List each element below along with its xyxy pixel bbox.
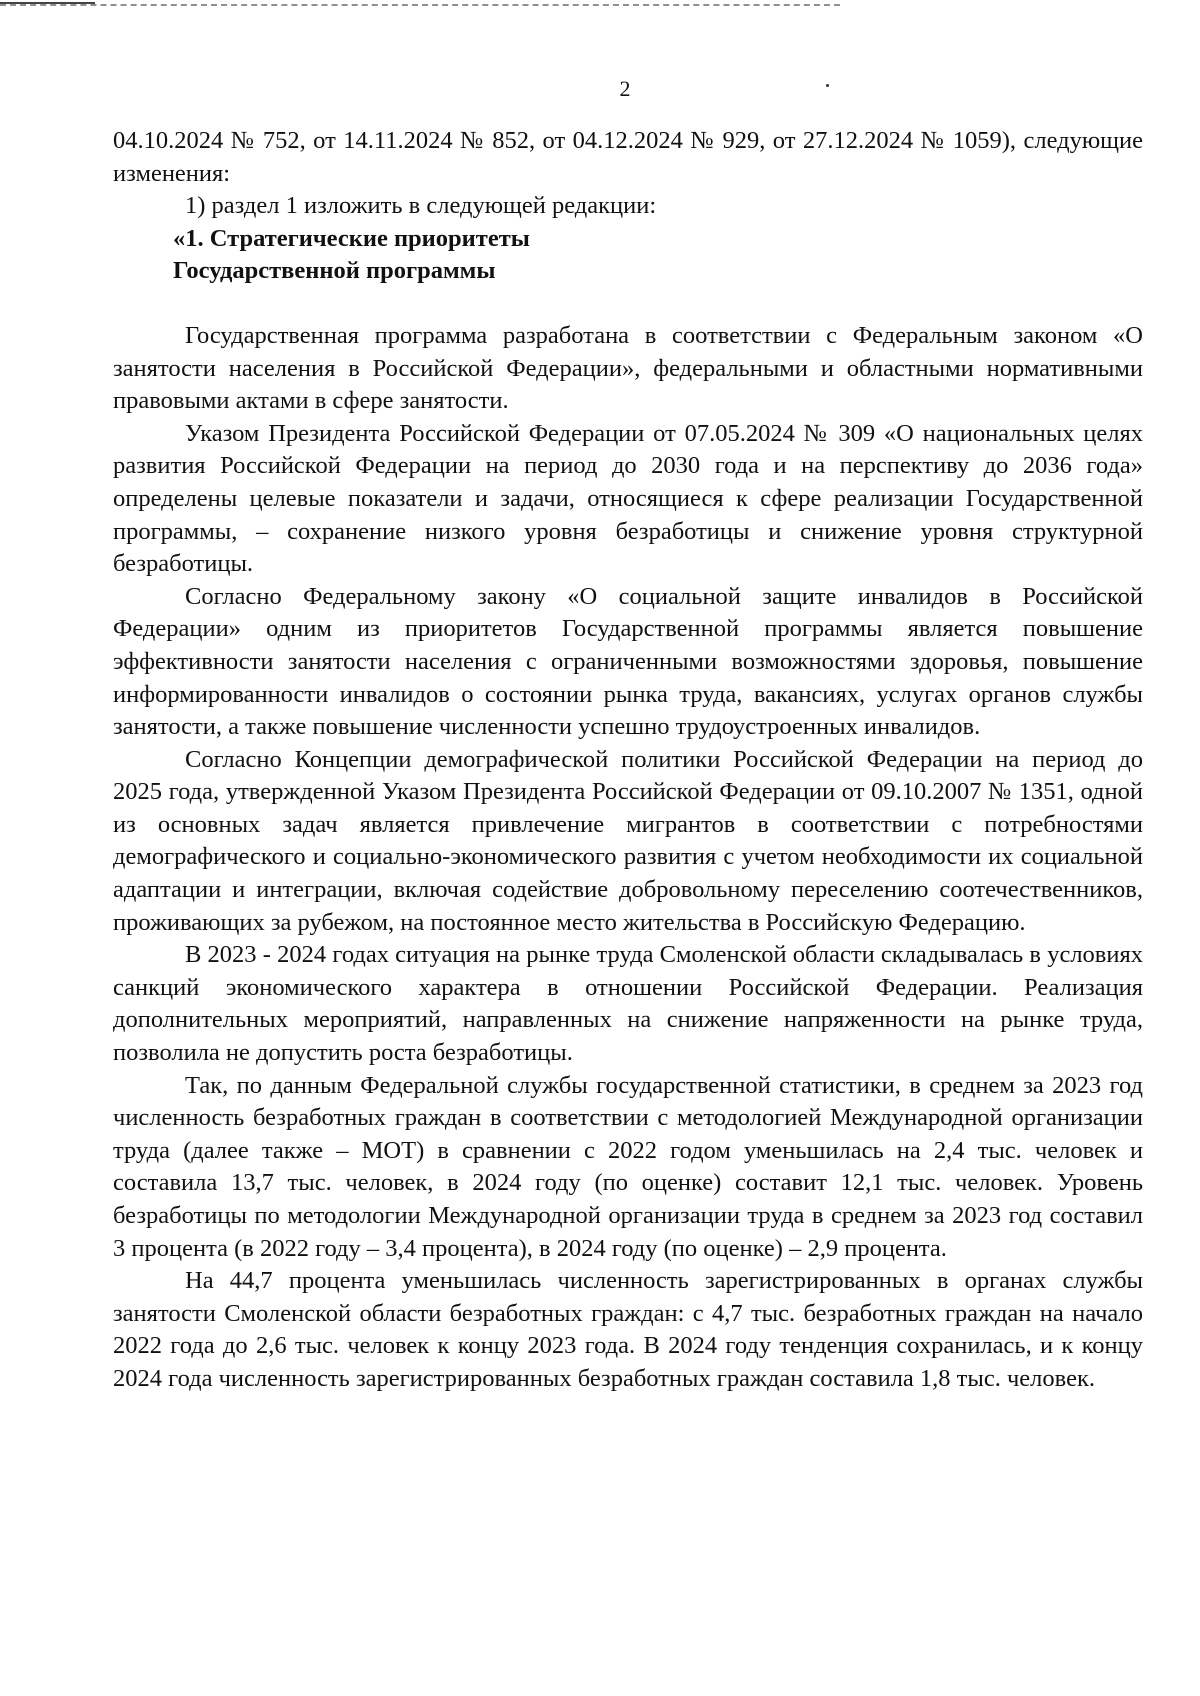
page-number: 2: [619, 76, 631, 101]
body-paragraph: Согласно Концепции демографической политики Российской Федерации на период до 2025 года, утвержденной Указом Президента Российской Федерации от 09.10.2007 № 1351, одной из основных задач является привлечение мигрантов в соответствии с потребностями демографического и социально-экономического развития с учетом необходимости их социальной адаптации и интеграции, включая содействие добровольному переселению соотечественников, проживающих за рубежом, на постоянное место жительства в Российскую Федерацию.: [113, 745, 1143, 936]
body-paragraph: Согласно Федеральному закону «О социальной защите инвалидов в Российской Федерации» одним из приоритетов Государственной программы является повышение эффективности занятости населения с ограниченными возможностями здоровья, повышение информированности инвалидов о состоянии рынка труда, вакансиях, услугах органов службы занятости, а также повышение численности успешно трудоустроенных инвалидов.: [113, 582, 1143, 741]
amendment-item-1: 1) раздел 1 изложить в следующей редакции:: [185, 192, 657, 220]
body-paragraph: Так, по данным Федеральной службы государственной статистики, в среднем за 2023 год численность безработных граждан в соответствии с методологией Международной организации труда (далее также – МОТ) в сравнении с 2022 годом уменьшилась на 2,4 тыс. человек и составила 13,7 тыс. человек, в 2024 году (по оценке) составит 12,1 тыс. человек. Уровень безработицы по методологии Международной организации труда в среднем за 2023 год составил 3 процента (в 2022 году – 3,4 процента), в 2024 году (по оценке) – 2,9 процента.: [113, 1071, 1143, 1262]
section-heading-line-1: «1. Стратегические приоритеты: [173, 224, 530, 252]
scan-edge-dashes: [0, 4, 840, 6]
document-body: [113, 125, 1143, 1396]
continuation-paragraph: 04.10.2024 № 752, от 14.11.2024 № 852, от 04.12.2024 № 929, от 27.12.2024 № 1059), следующие изменения:: [113, 127, 1143, 187]
body-paragraph: На 44,7 процента уменьшилась численность зарегистрированных в органах службы занятости Смоленской области безработных граждан: с 4,7 тыс. безработных граждан на начало 2022 года до 2,6 тыс. человек к концу 2023 года. В 2024 году тенденция сохранилась, и к концу 2024 года численность зарегистрированных безработных граждан составила 1,8 тыс. человек.: [113, 1267, 1143, 1392]
body-paragraph: Государственная программа разработана в соответствии с Федеральным законом «О занятости населения в Российской Федерации», федеральными и областными нормативными правовыми актами в сфере занятости.: [113, 321, 1143, 415]
body-paragraph: Указом Президента Российской Федерации от 07.05.2024 № 309 «О национальных целях развития Российской Федерации на период до 2030 года и на перспективу до 2036 года» определены целевые показатели и задачи, относящиеся к сфере реализации Государственной программы, – сохранение низкого уровня безработицы и снижение уровня структурной безработицы.: [113, 419, 1143, 578]
section-heading-line-2: Государственной программы: [173, 257, 496, 285]
section-heading: [113, 223, 1143, 288]
body-paragraph: В 2023 - 2024 годах ситуация на рынке труда Смоленской области складывалась в условиях санкций экономического характера в отношении Российской Федерации. Реализация дополнительных мероприятий, направленных на снижение напряженности на рынке труда, позволила не допустить роста безработицы.: [113, 941, 1143, 1067]
scan-speck: [826, 84, 829, 87]
